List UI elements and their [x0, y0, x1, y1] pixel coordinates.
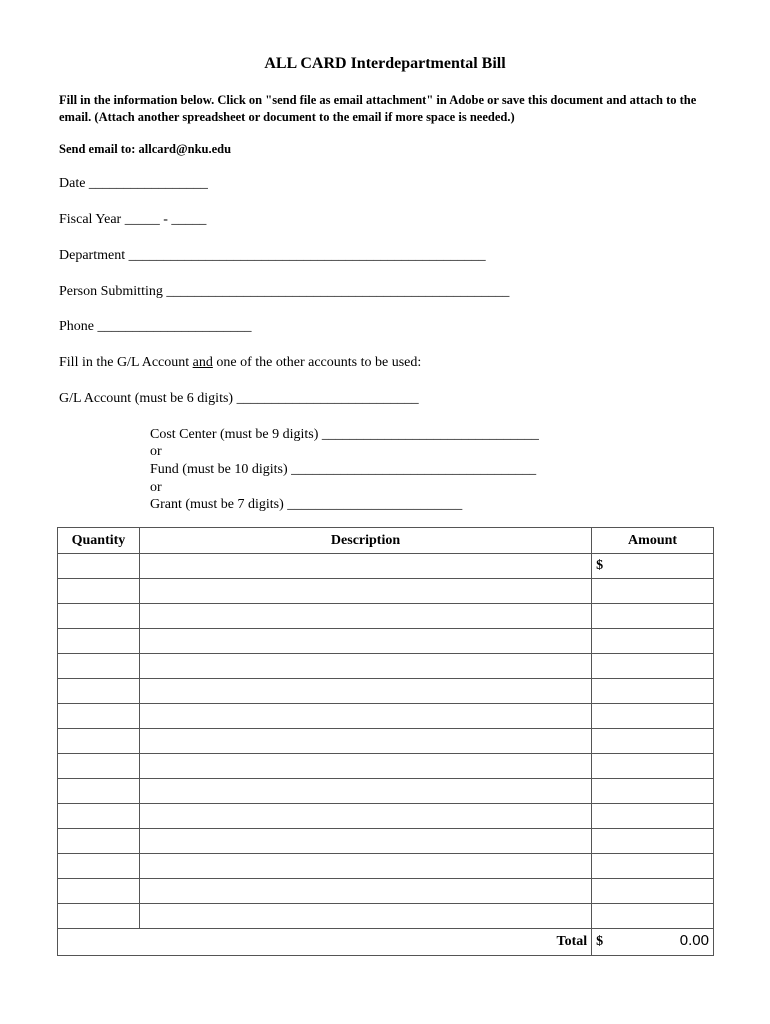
phone-field[interactable]: Phone ______________________ [59, 319, 252, 334]
table-row [58, 879, 714, 904]
table-row [58, 654, 714, 679]
description-cell[interactable] [139, 579, 591, 604]
description-cell[interactable] [139, 779, 591, 804]
description-cell[interactable] [139, 604, 591, 629]
send-email-text: Send email to: allcard@nku.edu [59, 142, 232, 156]
description-cell[interactable] [139, 654, 591, 679]
total-label: Total [58, 929, 592, 956]
quantity-cell[interactable] [58, 879, 140, 904]
quantity-cell[interactable] [58, 779, 140, 804]
grant-field[interactable]: Grant (must be 7 digits) _________________________ [150, 497, 463, 512]
description-cell[interactable] [139, 804, 591, 829]
amount-cell[interactable] [592, 779, 714, 804]
table-row [58, 754, 714, 779]
amount-cell[interactable] [592, 904, 714, 929]
date-field[interactable]: Date _________________ [59, 176, 208, 191]
description-cell[interactable] [139, 879, 591, 904]
items-table [57, 527, 714, 956]
or-text: or [150, 480, 162, 495]
description-cell[interactable] [139, 704, 591, 729]
table-row [58, 579, 714, 604]
amount-cell[interactable] [592, 579, 714, 604]
quantity-cell[interactable] [58, 804, 140, 829]
quantity-header: Quantity [58, 528, 140, 554]
accounts-intro-and: and [192, 355, 213, 370]
quantity-cell[interactable] [58, 829, 140, 854]
currency-symbol: $ [596, 558, 604, 573]
description-header: Description [139, 528, 591, 554]
quantity-cell[interactable] [58, 729, 140, 754]
table-row [58, 779, 714, 804]
description-cell[interactable] [139, 729, 591, 754]
or-text: or [150, 444, 162, 459]
instructions-text: Fill in the information below. Click on "send file as email attachment" in Adobe or save this document and attach to the email. (Attach another spreadsheet or document to the email if more space is needed.) [59, 93, 697, 124]
quantity-cell[interactable] [58, 629, 140, 654]
amount-cell[interactable] [592, 629, 714, 654]
description-cell[interactable] [139, 629, 591, 654]
table-row [58, 679, 714, 704]
total-currency: $ [596, 934, 604, 949]
description-cell[interactable] [139, 554, 591, 579]
quantity-cell[interactable] [58, 654, 140, 679]
fiscal-year-field[interactable]: Fiscal Year _____ - _____ [59, 212, 207, 227]
department-field[interactable]: Department ___________________________________________________ [59, 248, 486, 263]
quantity-cell[interactable] [58, 704, 140, 729]
description-cell[interactable] [139, 854, 591, 879]
table-row [58, 904, 714, 929]
amount-cell[interactable] [592, 704, 714, 729]
quantity-cell[interactable] [58, 854, 140, 879]
quantity-cell[interactable] [58, 604, 140, 629]
amount-cell[interactable] [592, 829, 714, 854]
table-row [58, 854, 714, 879]
fund-field[interactable]: Fund (must be 10 digits) ___________________________________ [150, 462, 537, 477]
table-header-row [58, 528, 714, 554]
amount-header: Amount [592, 528, 714, 554]
table-row [58, 829, 714, 854]
accounts-intro-prefix: Fill in the G/L Account [59, 355, 193, 370]
description-cell[interactable] [139, 754, 591, 779]
quantity-cell[interactable] [58, 554, 140, 579]
accounts-intro-suffix: one of the other accounts to be used: [212, 355, 422, 370]
amount-cell[interactable] [592, 604, 714, 629]
quantity-cell[interactable] [58, 904, 140, 929]
amount-cell[interactable] [592, 854, 714, 879]
table-row [58, 704, 714, 729]
table-row [58, 629, 714, 654]
quantity-cell[interactable] [58, 754, 140, 779]
table-row [58, 554, 714, 579]
quantity-cell[interactable] [58, 679, 140, 704]
person-submitting-field[interactable]: Person Submitting _________________________________________________ [59, 284, 510, 299]
total-row [58, 929, 714, 956]
description-cell[interactable] [139, 679, 591, 704]
description-cell[interactable] [139, 829, 591, 854]
amount-cell[interactable] [592, 654, 714, 679]
amount-cell[interactable] [592, 729, 714, 754]
accounts-intro [59, 355, 421, 371]
amount-cell[interactable] [592, 679, 714, 704]
page-title: ALL CARD Interdepartmental Bill [264, 55, 506, 72]
amount-cell[interactable] [592, 754, 714, 779]
total-value: 0.00 [679, 932, 709, 949]
gl-account-field[interactable]: G/L Account (must be 6 digits) __________________________ [59, 391, 419, 406]
quantity-cell[interactable] [58, 579, 140, 604]
description-cell[interactable] [139, 904, 591, 929]
table-row [58, 804, 714, 829]
cost-center-field[interactable]: Cost Center (must be 9 digits) _______________________________ [150, 427, 539, 442]
table-row [58, 729, 714, 754]
amount-cell[interactable] [592, 804, 714, 829]
total-amount-cell[interactable] [592, 929, 714, 956]
amount-cell[interactable] [592, 554, 714, 579]
amount-cell[interactable] [592, 879, 714, 904]
table-row [58, 604, 714, 629]
